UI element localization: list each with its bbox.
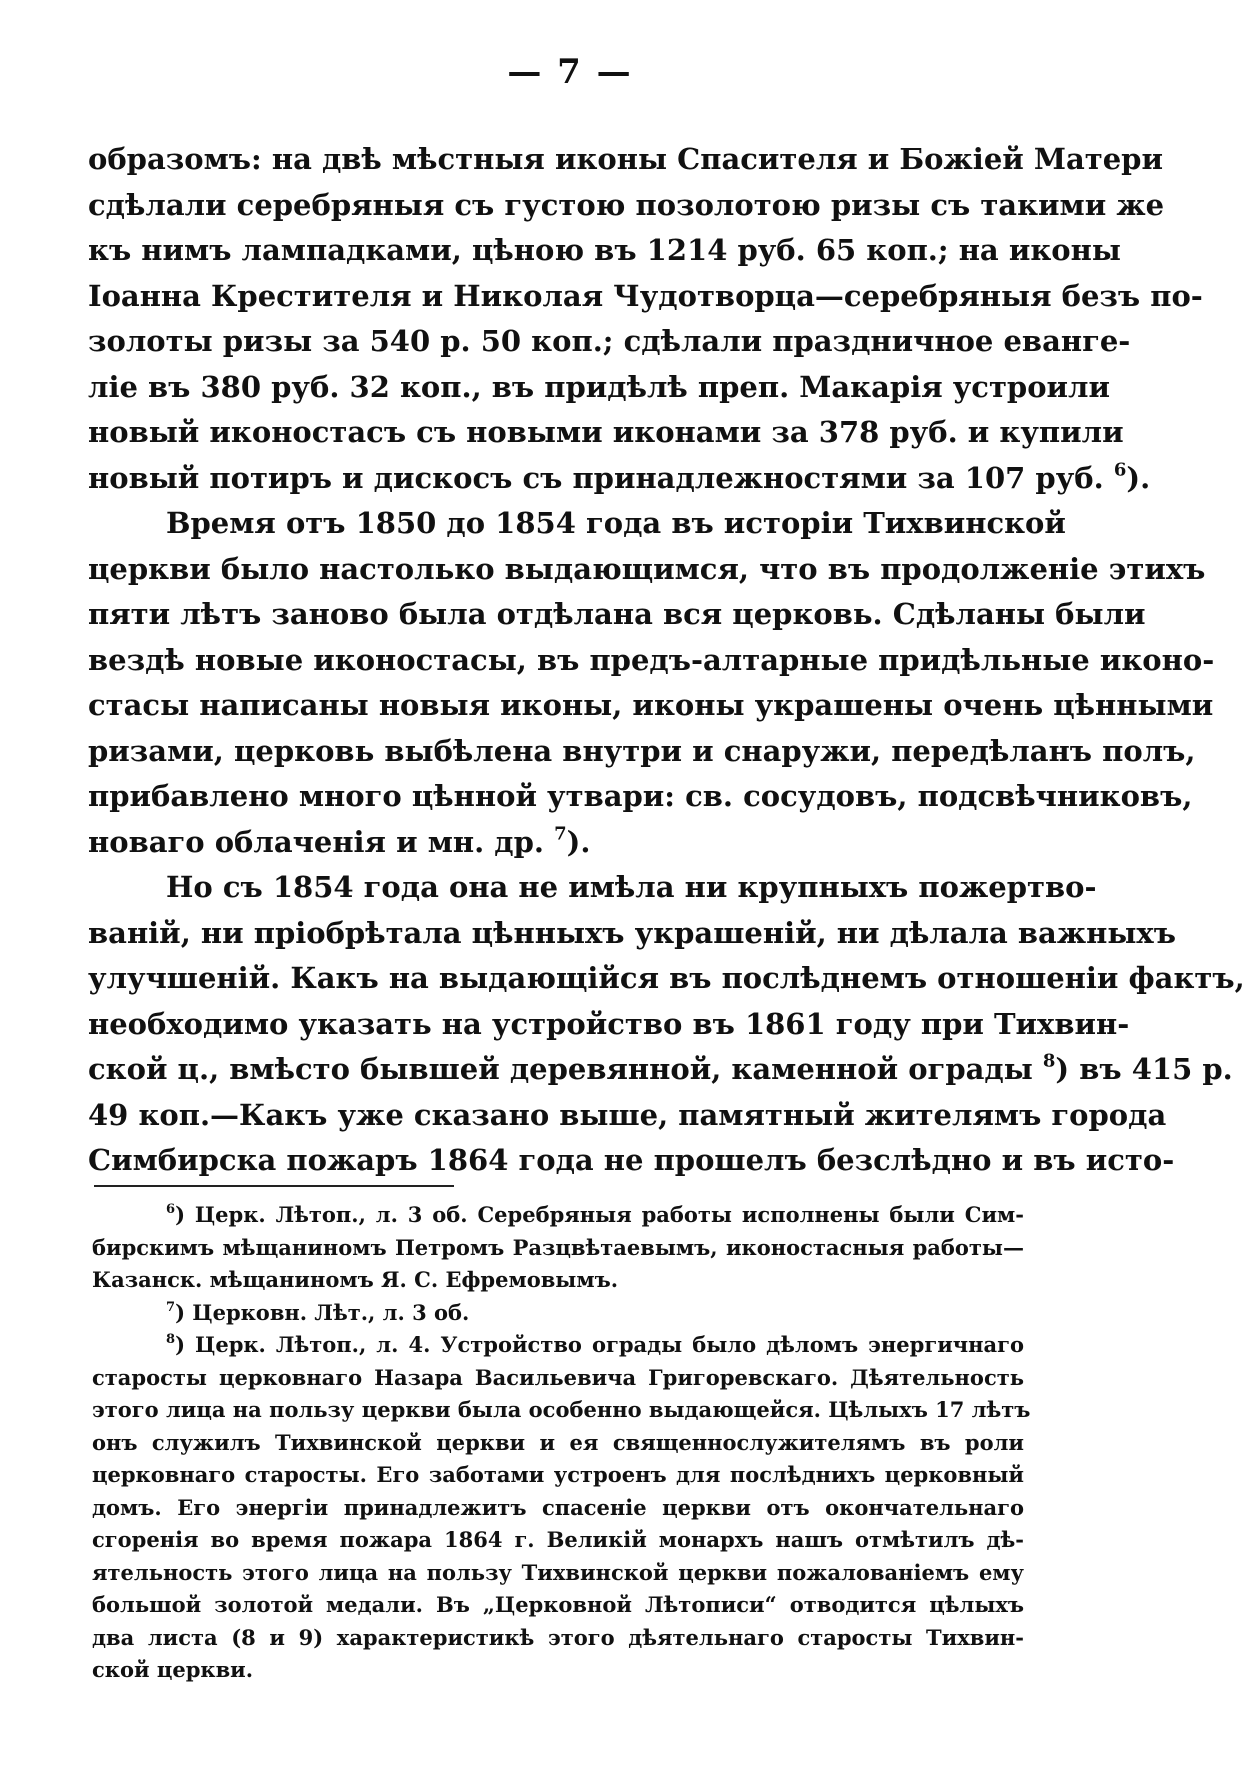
text-line: Но съ 1854 года она не имѣла ни крупныхъ пожертво- bbox=[166, 870, 1097, 904]
footnote-ref: 8 bbox=[1042, 1050, 1056, 1072]
footnote-line: старосты церковнаго Назара Васильевича Григоревскаго. Дѣятельность bbox=[92, 1364, 1024, 1390]
page-number: — 7 — bbox=[507, 52, 633, 92]
text-fragment: новаго облаченія и мн. др. bbox=[88, 824, 544, 859]
text-line: образомъ: на двѣ мѣстныя иконы Спасителя и Божіей Матери bbox=[88, 142, 1163, 176]
text-line: стасы написаны новыя иконы, иконы украшены очень цѣнными bbox=[88, 688, 1214, 722]
text-fragment: ) Церк. Лѣтоп., л. 4. Устройство ограды было дѣломъ энергичнаго bbox=[175, 1332, 1024, 1357]
text-line: Іоанна Крестителя и Николая Чудотворца—серебряныя безъ по- bbox=[88, 278, 1203, 313]
text-line: прибавлено много цѣнной утвари: св. сосудовъ, подсвѣчниковъ, bbox=[88, 779, 1193, 813]
text-line: къ нимъ лампадками, цѣною въ 1214 руб. 65 коп.; на иконы bbox=[88, 233, 1121, 267]
footnote-line bbox=[92, 1297, 1024, 1330]
text-line: 49 коп.—Какъ уже сказано выше, памятный жителямъ города bbox=[88, 1097, 1167, 1132]
text-line: улучшеній. Какъ на выдающійся въ послѣднемъ отношеніи фактъ, bbox=[88, 961, 1245, 995]
footnote-marker: 6 bbox=[166, 1201, 176, 1217]
footnote-line bbox=[92, 1199, 1024, 1232]
main-text bbox=[88, 137, 1245, 1184]
text-fragment: ) въ 415 р. bbox=[1055, 1052, 1233, 1086]
footnote-line: онъ служилъ Тихвинской церкви и ея священнослужителямъ въ роли bbox=[92, 1429, 1024, 1455]
footnote-line: два листа (8 и 9) характеристикѣ этого дѣятельнаго старосты Тихвин- bbox=[92, 1624, 1024, 1650]
text-line: Симбирска пожаръ 1864 года не прошелъ безслѣдно и въ исто- bbox=[88, 1143, 1175, 1177]
text-line: церкви было настолько выдающимся, что въ продолженіе этихъ bbox=[88, 551, 1206, 586]
text-line: новый иконостасъ съ новыми иконами за 378 руб. и купили bbox=[88, 415, 1124, 449]
text-line: необходимо указать на устройство въ 1861 году при Тихвин- bbox=[88, 1006, 1130, 1041]
text-line bbox=[88, 1047, 1233, 1093]
text-line: ризами, церковь выбѣлена внутри и снаружи, передѣланъ полъ, bbox=[88, 733, 1196, 768]
footnote-ref: 6 bbox=[1113, 458, 1127, 480]
footnote-divider bbox=[94, 1185, 454, 1187]
text-line: вездѣ новые иконостасы, въ предъ-алтарные придѣльные иконо- bbox=[88, 642, 1215, 677]
text-line: ваній, ни пріобрѣтала цѣнныхъ украшеній, ни дѣлала важныхъ bbox=[88, 915, 1176, 950]
text-fragment: ). bbox=[566, 824, 591, 859]
text-line: пяти лѣтъ заново была отдѣлана вся церковь. Сдѣланы были bbox=[88, 597, 1146, 631]
footnote-marker: 8 bbox=[166, 1331, 176, 1347]
text-fragment: ). bbox=[1126, 460, 1151, 495]
text-line: ліе въ 380 руб. 32 коп., въ придѣлѣ преп. Макарія устроили bbox=[88, 369, 1111, 404]
footnote-marker: 7 bbox=[166, 1299, 176, 1315]
footnote-line: ятельность этого лица на пользу Тихвинской церкви пожалованіемъ ему bbox=[92, 1559, 1024, 1585]
footnote-line: ской церкви. bbox=[92, 1657, 254, 1682]
text-line: Время отъ 1850 до 1854 года въ исторіи Тихвинской bbox=[166, 506, 1066, 540]
text-line bbox=[88, 820, 1024, 866]
text-line: сдѣлали серебряныя съ густою позолотою ризы съ такими же bbox=[88, 187, 1165, 222]
text-fragment: ской ц., вмѣсто бывшей деревянной, каменной ограды bbox=[88, 1052, 1033, 1086]
footnote-line: сгоренія во время пожара 1864 г. Великій монархъ нашъ отмѣтилъ дѣ- bbox=[92, 1527, 1024, 1552]
footnote-line: церковнаго старосты. Его заботами устроенъ для послѣднихъ церковный bbox=[92, 1462, 1024, 1487]
footnote-line bbox=[92, 1329, 1024, 1362]
text-fragment: ) Церк. Лѣтоп., л. 3 об. Серебряныя работы исполнены были Сим- bbox=[175, 1202, 1024, 1227]
footnotes bbox=[92, 1199, 1031, 1687]
footnote-line: Казанск. мѣщаниномъ Я. С. Ефремовымъ. bbox=[92, 1267, 619, 1292]
footnote-line: домъ. Его энергіи принадлежитъ спасеніе церкви отъ окончательнаго bbox=[92, 1494, 1024, 1520]
footnote-line: большой золотой медали. Въ „Церковной Лѣтописи“ отводится цѣлыхъ bbox=[92, 1592, 1024, 1617]
text-fragment: новый потиръ и дискосъ съ принадлежностями за 107 руб. bbox=[88, 460, 1104, 495]
footnote-line: этого лица на пользу церкви была особенно выдающейся. Цѣлыхъ 17 лѣтъ bbox=[92, 1397, 1031, 1422]
footnote-line: бирскимъ мѣщаниномъ Петромъ Разцвѣтаевымъ, иконостасныя работы— bbox=[92, 1234, 1024, 1260]
text-line: золоты ризы за 540 р. 50 коп.; сдѣлали праздничное еванге- bbox=[88, 324, 1131, 358]
footnote-ref: 7 bbox=[554, 822, 567, 844]
text-line bbox=[88, 456, 1151, 502]
text-fragment: ) Церковн. Лѣт., л. 3 об. bbox=[175, 1299, 470, 1325]
